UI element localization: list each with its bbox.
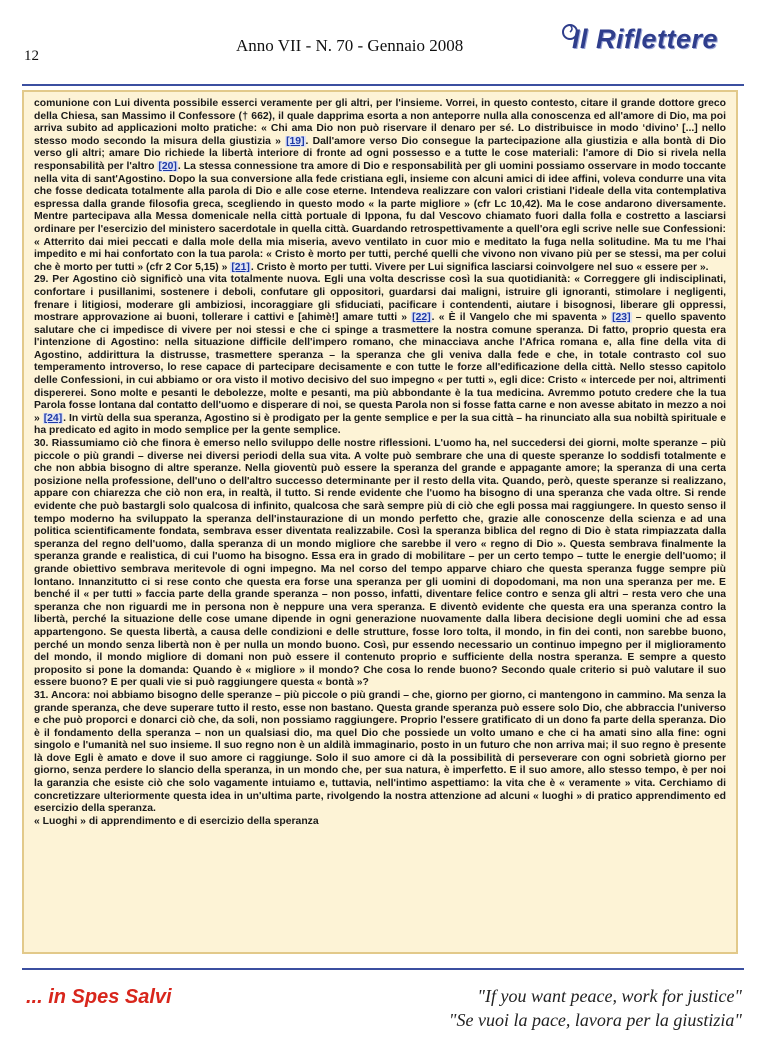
masthead-title: Il Riflettere xyxy=(572,24,719,54)
article-body xyxy=(34,98,726,946)
article-paragraph xyxy=(34,690,726,816)
paragraph-text: – quello spavento salutare che ci impedisce di vivere per noi stessi e che ci spinge a trasmettere la nostra comune speranza. Di fatto, proprio questa era l'intenzione di Agostino: nella situazione difficile dell'impero romano, che minacciava anche l'Africa romana e, alla fine della vita di Agostino, addirittura la distrusse, trasmettere speranza – la speranza che gli veniva dalla fede e che, in totale contrasto col suo temperamento introverso, lo rese capace di partecipare decisamente e con tutte le forze all'edificazione della città. Nello stesso capitolo delle Confessioni, in cui abbiamo or ora visto il motivo decisivo del suo impegno « per tutti », egli dice: Cristo « intercede per noi, altrimenti dispererei. Sono molte e pesanti le debolezze, molte e pesanti, ma più abbondante è la tua medicina. Avremmo potuto credere che la tua Parola fosse lontana dal contatto dell'uomo e disperare di noi, se questa Parola non si fosse fatta carne e non avesse abitato in mezzo a noi » xyxy=(34,312,726,424)
paragraph-text: 31. Ancora: noi abbiamo bisogno delle speranze – più piccole o più grandi – che, giorno per giorno, ci mantengono in cammino. Ma senza la grande speranza, che deve superare tutto il resto, esse non bastano. Questa grande speranza può essere solo Dio, che abbraccia l'universo e che può proporci e donarci ciò che, da soli, non possiamo raggiungere. Proprio l'essere gratificato di un dono fa parte della speranza. Dio è il fondamento della speranza – non un qualsiasi dio, ma quel Dio che possiede un volto umano e che ci ha amati sino alla fine: ogni singolo e l'umanità nel suo insieme. Il suo regno non è un aldilà immaginario, posto in un futuro che non arriva mai; il suo regno è presente là dove Egli è amato e dove il suo amore ci raggiunge. Solo il suo amore ci dà la possibilità di perseverare con ogni sobrietà giorno per giorno, senza perdere lo slancio della speranza, in un mondo che, per sua natura, è imperfetto. E il suo amore, allo stesso tempo, è per noi la garanzia che esiste ciò che solo vagamente intuiamo e, tuttavia, nell'intimo aspettiamo: la vita che è « veramente » vita. Cerchiamo di concretizzare ulteriormente questa idea in un'ultima parte, rivolgendo la nostra attenzione ad alcuni « luoghi » di pratico apprendimento ed esercizio della speranza. xyxy=(34,689,726,815)
masthead xyxy=(560,22,750,66)
paragraph-text: . In virtù della sua speranza, Agostino si è prodigato per la gente semplice e per la sua città – ha rinunciato alla sua nobiltà spirituale e ha predicato ed agito in modo semplice per la gente semplice. xyxy=(34,412,726,437)
footer-quote-english: "If you want peace, work for justice" xyxy=(477,986,742,1006)
article-frame xyxy=(22,90,738,954)
footnote-link[interactable]: [19] xyxy=(286,135,305,147)
footer-source-label: ... in Spes Salvi xyxy=(26,986,172,1008)
paragraph-text: . La stessa connessione tra amore di Dio e responsabilità per gli uomini possiamo osservare in modo toccante nella vita di sant'Agostino. Dopo la sua conversione alla fede cristiana egli, insieme con alcuni amici di idee affini, voleva condurre una vita che fosse dedicata totalmente alla parola di Dio e alle cose eterne. Intendeva realizzare con valori cristiani l'ideale della vita contemplativa espressa dalla grande filosofia greca, scegliendo in questo modo « la parte migliore » (cfr Lc 10,42). Ma le cose andarono diversamente. Mentre partecipava alla Messa domenicale nella città portuale di Ippona, fu dal Vescovo chiamato fuori dalla folla e costretto a lasciarsi ordinare per l'esercizio del ministero sacerdotale in quella città. Guardando retrospettivamente a quell'ora egli scrive nelle sue Confessioni: « Atterrito dai miei peccati e dalla mole della mia miseria, avevo ventilato in cuor mio e meditato la fuga nella solitudine. Ma tu me l'hai impedito e mi hai confortato con la tua parola: « Cristo è morto per tutti, perché quelli che vivono non vivano più per se stessi, ma per colui che è morto per tutti » (cfr 2 Cor 5,15) » xyxy=(34,160,726,273)
article-paragraph xyxy=(34,98,726,274)
article-paragraph xyxy=(34,438,726,690)
paragraph-text: « Luoghi » di apprendimento e di esercizio della speranza xyxy=(34,815,319,827)
paragraph-text: . Dall'amore verso Dio consegue la partecipazione alla giustizia e alla bontà di Dio verso gli altri; amare Dio richiede la libertà interiore di fronte ad ogni possesso e a tutte le cose materiali: l'amore di Dio si rivela nella responsabilità per l'altro xyxy=(34,135,726,172)
footnote-link[interactable]: [21] xyxy=(231,261,250,273)
header-divider xyxy=(22,84,744,86)
paragraph-text: comunione con Lui diventa possibile esserci veramente per gli altri, per l'insieme. Vorrei, in questo contesto, citare il grande dottore greco della Chiesa, san Massimo il Confessore († 662), il quale dapprima esorta a non anteporre nulla alla conoscenza ed all'amore di Dio, ma poi arriva subito ad applicazioni molto pratiche: « Chi ama Dio non può riservare il denaro per sé. Lo distribuisce in modo ‘divino’ [...] nello stesso modo secondo la misura della giustizia » xyxy=(34,98,726,147)
footnote-link[interactable]: [24] xyxy=(43,412,63,424)
footer-quote-italian: "Se vuoi la pace, lavora per la giustizia" xyxy=(448,1010,742,1030)
footer-divider xyxy=(22,968,744,970)
paragraph-text: . Cristo è morto per tutti. Vivere per Lui significa lasciarsi coinvolgere nel suo « essere per ». xyxy=(250,261,709,273)
footnote-link[interactable]: [23] xyxy=(612,312,631,324)
paragraph-text: 29. Per Agostino ciò significò una vita totalmente nuova. Egli una volta descrisse così la sua quotidianità: « Correggere gli indisciplinati, confortare i pusillanimi, sostenere i deboli, confutare gli oppositori, guardarsi dai maligni, istruire gli ignoranti, stimolare i negligenti, frenare i litigiosi, moderare gli ambiziosi, incoraggiare gli sfiduciati, pacificare i contendenti, aiutare i bisognosi, liberare gli oppressi, mostrare approvazione ai buoni, tollerare i cattivi e [ahimè!] amare tutti » xyxy=(34,274,726,324)
footnote-link[interactable]: [22] xyxy=(412,312,431,324)
footnote-link[interactable]: [20] xyxy=(158,160,177,172)
page-number: 12 xyxy=(24,48,39,64)
article-paragraph xyxy=(34,274,726,438)
article-paragraph xyxy=(34,816,726,829)
issue-line: Anno VII - N. 70 - Gennaio 2008 xyxy=(236,36,464,55)
paragraph-text: . « È il Vangelo che mi spaventa » xyxy=(431,312,612,324)
paragraph-text: 30. Riassumiamo ciò che finora è emerso nello sviluppo delle nostre riflessioni. L'uomo ha, nel succedersi dei giorni, molte speranze – più piccole o più grandi – diverse nei diversi periodi della sua vita. A volte può sembrare che una di queste speranze lo soddisfi totalmente e che non abbia bisogno di altre speranze. Nella gioventù può essere la speranza del grande e appagante amore; la speranza di una certa posizione nella professione, dell'uno o dell'altro successo determinante per il resto della vita. Quando, però, queste speranze si realizzano, appare con chiarezza che ciò non era, in realtà, il tutto. Si rende evidente che l'uomo ha bisogno di una speranza che vada oltre. Si rende evidente che può bastargli solo qualcosa di infinito, qualcosa che sarà sempre più di ciò che egli possa mai raggiungere. In questo senso il tempo moderno ha sviluppato la speranza dell'instaurazione di un mondo perfetto che, grazie alle conoscenze della scienza e ad una politica scientificamente fondata, sembrava esser diventata realizzabile. Così la speranza biblica del regno di Dio è stata rimpiazzata dalla speranza del regno dell'uomo, dalla speranza di un mondo migliore che sarebbe il vero « regno di Dio ». Questa sembrava finalmente la speranza grande e realistica, di cui l'uomo ha bisogno. Essa era in grado di mobilitare – per un certo tempo – tutte le energie dell'uomo; il grande obiettivo sembrava meritevole di ogni impegno. Ma nel corso del tempo apparve chiaro che questa speranza fugge sempre più lontano. Innanzitutto ci si rese conto che questa era forse una speranza per gli uomini di dopodomani, ma non una speranza per me. E benché il « per tutti » faccia parte della grande speranza – non posso, infatti, diventare felice contro e senza gli altri – resta vero che una speranza che non riguardi me in persona non è neppure una vera speranza. E diventò evidente che questa era una speranza contro la libertà, perché la situazione delle cose umane dipende in ogni generazione nuovamente dalla libera decisione degli uomini che ad essa appartengono. Se questa libertà, a causa delle condizioni e delle strutture, fosse loro tolta, il mondo, in fin dei conti, non sarebbe buono, perché un mondo senza libertà non è per nulla un mondo buono. Così, pur essendo necessario un continuo impegno per il miglioramento del mondo, il mondo migliore di domani non può essere il contenuto proprio e sufficiente della nostra speranza. E sempre a questo proposito si pone la domanda: Quando è « migliore » il mondo? Che cosa lo rende buono? Secondo quale criterio si può valutare il suo essere buono? E per quali vie si può raggiungere questa « bontà »? xyxy=(34,438,726,689)
